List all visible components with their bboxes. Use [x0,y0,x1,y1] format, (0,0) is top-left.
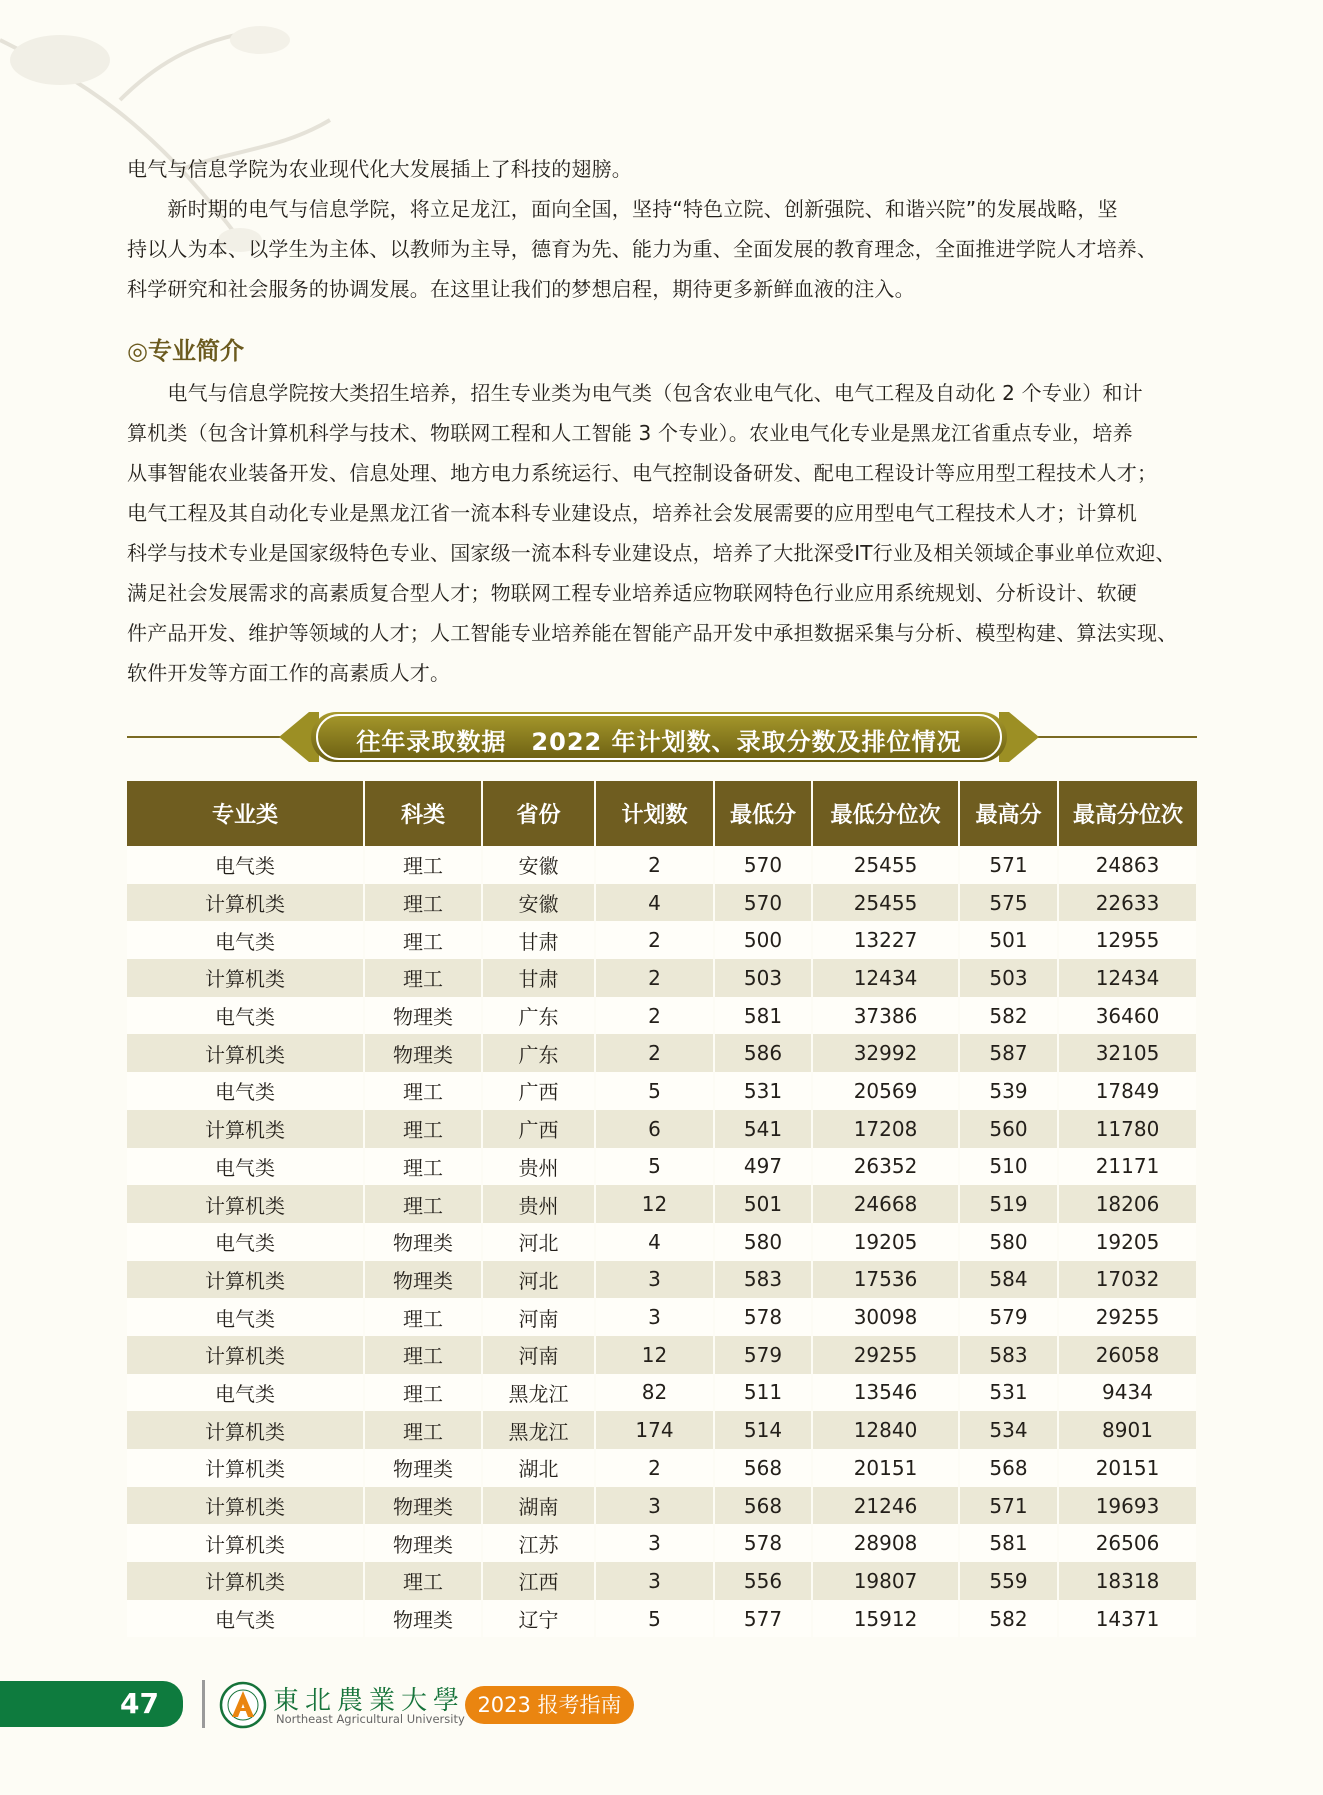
table-cell: 503 [959,959,1058,997]
table-row [127,1148,1197,1186]
table-cell: 物理类 [364,1524,482,1562]
table-cell: 32105 [1058,1034,1197,1072]
table-cell: 理工 [364,921,482,959]
table-row [127,1298,1197,1336]
table-cell: 12434 [1058,959,1197,997]
table-cell: 计算机类 [127,1261,364,1299]
table-cell: 12 [595,1185,714,1223]
table-row [127,1110,1197,1148]
divider [127,736,287,738]
table-cell: 12434 [812,959,959,997]
table-cell: 577 [714,1600,812,1638]
text-line: 电气与信息学院为农业现代化大发展插上了科技的翅膀。 [127,157,632,181]
table-row [127,1034,1197,1072]
table-cell: 559 [959,1562,1058,1600]
table-cell: 广东 [482,1034,595,1072]
section-banner [127,712,1197,762]
table-cell: 计算机类 [127,1449,364,1487]
table-cell: 电气类 [127,921,364,959]
table-cell: 4 [595,1223,714,1261]
text-line: 电气与信息学院按大类招生培养，招生专业类为电气类（包含农业电气化、电气工程及自动化 2 个专业）和计 [127,381,1143,405]
table-cell: 582 [959,1600,1058,1638]
table-cell: 20569 [812,1072,959,1110]
section-heading: ◎专业简介 [127,337,244,365]
table-cell: 电气类 [127,1374,364,1412]
table-cell: 21171 [1058,1148,1197,1186]
table-cell: 17208 [812,1110,959,1148]
table-cell: 电气类 [127,1072,364,1110]
column-header: 专业类 [127,781,364,846]
column-header: 最高分位次 [1058,781,1197,846]
table-cell: 18206 [1058,1185,1197,1223]
table-cell: 19205 [812,1223,959,1261]
table-cell: 河南 [482,1298,595,1336]
table-cell: 物理类 [364,1487,482,1525]
table-cell: 电气类 [127,1600,364,1638]
table-cell: 电气类 [127,846,364,884]
table-cell: 583 [959,1336,1058,1374]
table-cell: 534 [959,1411,1058,1449]
table-cell: 计算机类 [127,1110,364,1148]
table-cell: 贵州 [482,1185,595,1223]
table-cell: 25455 [812,846,959,884]
table-cell: 河北 [482,1223,595,1261]
text-line: 电气工程及其自动化专业是黑龙江省一流本科专业建设点，培养社会发展需要的应用型电气工程技术人才；计算机 [127,501,1137,525]
table-cell: 理工 [364,1298,482,1336]
column-header: 省份 [482,781,595,846]
table-row [127,1562,1197,1600]
table-cell: 安徽 [482,884,595,922]
table-cell: 26058 [1058,1336,1197,1374]
table-cell: 82 [595,1374,714,1412]
table-cell: 计算机类 [127,1185,364,1223]
table-row [127,1411,1197,1449]
table-cell: 甘肃 [482,959,595,997]
table-row [127,884,1197,922]
table-cell: 3 [595,1487,714,1525]
table-cell: 理工 [364,1336,482,1374]
table-cell: 计算机类 [127,1411,364,1449]
guide-label: 2023 报考指南 [465,1686,634,1724]
table-cell: 12840 [812,1411,959,1449]
column-header: 计划数 [595,781,714,846]
table-cell: 计算机类 [127,884,364,922]
university-name-en: Northeast Agricultural University [276,1712,465,1726]
table-cell: 29255 [812,1336,959,1374]
table-cell: 2 [595,1449,714,1487]
table-cell: 电气类 [127,1298,364,1336]
table-cell: 575 [959,884,1058,922]
table-row [127,1336,1197,1374]
table-row [127,1449,1197,1487]
table-cell: 20151 [812,1449,959,1487]
table-cell: 174 [595,1411,714,1449]
table-cell: 3 [595,1261,714,1299]
table-cell: 556 [714,1562,812,1600]
table-cell: 570 [714,846,812,884]
table-cell: 501 [714,1185,812,1223]
column-header: 最低分位次 [812,781,959,846]
university-name-cn: 東北農業大學 [273,1686,466,1716]
text-line: 件产品开发、维护等领域的人才；人工智能专业培养能在智能产品开发中承担数据采集与分析、模型构建、算法实现、 [127,621,1178,645]
table-cell: 理工 [364,1072,482,1110]
table-cell: 511 [714,1374,812,1412]
table-cell: 17032 [1058,1261,1197,1299]
text-line: 软件开发等方面工作的高素质人才。 [127,661,451,685]
table-cell: 4 [595,884,714,922]
table-cell: 计算机类 [127,1034,364,1072]
admission-data-table [127,781,1198,1637]
table-cell: 586 [714,1034,812,1072]
table-cell: 电气类 [127,1223,364,1261]
table-cell: 理工 [364,1374,482,1412]
page-number: 47 [0,1681,183,1727]
table-cell: 571 [959,846,1058,884]
table-cell: 物理类 [364,1261,482,1299]
table-cell: 568 [714,1449,812,1487]
table-cell: 14371 [1058,1600,1197,1638]
table-cell: 广西 [482,1110,595,1148]
table-header-row [127,781,1197,846]
table-cell: 578 [714,1298,812,1336]
table-cell: 江苏 [482,1524,595,1562]
table-cell: 510 [959,1148,1058,1186]
table-cell: 3 [595,1298,714,1336]
table-cell: 580 [714,1223,812,1261]
table-cell: 物理类 [364,1034,482,1072]
table-cell: 580 [959,1223,1058,1261]
table-cell: 19693 [1058,1487,1197,1525]
table-cell: 30098 [812,1298,959,1336]
table-cell: 理工 [364,959,482,997]
table-cell: 29255 [1058,1298,1197,1336]
table-cell: 13546 [812,1374,959,1412]
table-cell: 2 [595,846,714,884]
table-cell: 579 [714,1336,812,1374]
table-cell: 贵州 [482,1148,595,1186]
table-cell: 湖南 [482,1487,595,1525]
column-header: 最高分 [959,781,1058,846]
table-cell: 17536 [812,1261,959,1299]
table-cell: 497 [714,1148,812,1186]
table-cell: 531 [959,1374,1058,1412]
table-row [127,959,1197,997]
table-cell: 584 [959,1261,1058,1299]
column-header: 最低分 [714,781,812,846]
table-cell: 电气类 [127,997,364,1035]
table-row [127,1185,1197,1223]
table-cell: 5 [595,1600,714,1638]
table-row [127,921,1197,959]
table-cell: 湖北 [482,1449,595,1487]
table-cell: 计算机类 [127,1487,364,1525]
table-cell: 12955 [1058,921,1197,959]
table-cell: 物理类 [364,1600,482,1638]
text-line: 科学研究和社会服务的协调发展。在这里让我们的梦想启程，期待更多新鲜血液的注入。 [127,277,915,301]
table-cell: 501 [959,921,1058,959]
table-cell: 辽宁 [482,1600,595,1638]
table-cell: 37386 [812,997,959,1035]
table-cell: 582 [959,997,1058,1035]
table-cell: 26352 [812,1148,959,1186]
table-cell: 560 [959,1110,1058,1148]
text-line: 算机类（包含计算机科学与技术、物联网工程和人工智能 3 个专业）。农业电气化专业是黑龙江省重点专业，培养 [127,421,1133,445]
table-cell: 18318 [1058,1562,1197,1600]
table-cell: 广东 [482,997,595,1035]
table-cell: 黑龙江 [482,1374,595,1412]
table-cell: 物理类 [364,1223,482,1261]
table-cell: 541 [714,1110,812,1148]
table-cell: 9434 [1058,1374,1197,1412]
table-cell: 583 [714,1261,812,1299]
table-row [127,1072,1197,1110]
text-line: 新时期的电气与信息学院，将立足龙江，面向全国，坚持“特色立院、创新强院、和谐兴院”的发展战略，坚 [127,197,1118,221]
table-cell: 579 [959,1298,1058,1336]
table-cell: 物理类 [364,1449,482,1487]
table-cell: 32992 [812,1034,959,1072]
table-row [127,1223,1197,1261]
table-cell: 571 [959,1487,1058,1525]
table-row [127,1261,1197,1299]
table-cell: 电气类 [127,1148,364,1186]
table-cell: 3 [595,1524,714,1562]
text-line: 满足社会发展需求的高素质复合型人才；物联网工程专业培养适应物联网特色行业应用系统规划、分析设计、软硬 [127,581,1137,605]
table-cell: 计算机类 [127,1562,364,1600]
table-cell: 理工 [364,1411,482,1449]
table-cell: 25455 [812,884,959,922]
table-cell: 581 [959,1524,1058,1562]
divider [1037,736,1197,738]
table-row [127,997,1197,1035]
table-cell: 20151 [1058,1449,1197,1487]
table-cell: 587 [959,1034,1058,1072]
table-cell: 理工 [364,1185,482,1223]
text-line: 从事智能农业装备开发、信息处理、地方电力系统运行、电气控制设备研发、配电工程设计等应用型工程技术人才； [127,461,1158,485]
table-cell: 2 [595,997,714,1035]
divider [202,1680,205,1728]
table-cell: 2 [595,959,714,997]
table-cell: 12 [595,1336,714,1374]
table-row [127,1487,1197,1525]
table-cell: 河南 [482,1336,595,1374]
table-cell: 503 [714,959,812,997]
table-cell: 2 [595,921,714,959]
table-cell: 8901 [1058,1411,1197,1449]
banner-title: 往年录取数据 2022 年计划数、录取分数及排位情况 [356,728,962,756]
table-cell: 531 [714,1072,812,1110]
table-cell: 安徽 [482,846,595,884]
table-row [127,1600,1197,1638]
table-cell: 江西 [482,1562,595,1600]
table-cell: 570 [714,884,812,922]
table-cell: 36460 [1058,997,1197,1035]
table-cell: 计算机类 [127,1336,364,1374]
table-cell: 581 [714,997,812,1035]
table-cell: 2 [595,1034,714,1072]
table-cell: 28908 [812,1524,959,1562]
table-cell: 24863 [1058,846,1197,884]
table-cell: 519 [959,1185,1058,1223]
table-cell: 19205 [1058,1223,1197,1261]
table-cell: 5 [595,1072,714,1110]
table-cell: 26506 [1058,1524,1197,1562]
text-line: 科学与技术专业是国家级特色专业、国家级一流本科专业建设点，培养了大批深受IT行业及相关领域企事业单位欢迎、 [127,541,1176,565]
table-cell: 理工 [364,846,482,884]
table-cell: 19807 [812,1562,959,1600]
table-cell: 22633 [1058,884,1197,922]
table-cell: 理工 [364,1148,482,1186]
table-cell: 5 [595,1148,714,1186]
table-cell: 3 [595,1562,714,1600]
table-cell: 广西 [482,1072,595,1110]
table-cell: 13227 [812,921,959,959]
table-cell: 理工 [364,1562,482,1600]
table-cell: 500 [714,921,812,959]
table-cell: 17849 [1058,1072,1197,1110]
table-cell: 6 [595,1110,714,1148]
table-cell: 578 [714,1524,812,1562]
university-logo-icon [219,1681,267,1729]
table-cell: 物理类 [364,997,482,1035]
table-cell: 计算机类 [127,1524,364,1562]
table-cell: 539 [959,1072,1058,1110]
table-cell: 568 [959,1449,1058,1487]
table-cell: 514 [714,1411,812,1449]
table-row [127,1524,1197,1562]
column-header: 科类 [364,781,482,846]
table-cell: 计算机类 [127,959,364,997]
table-cell: 理工 [364,884,482,922]
table-cell: 24668 [812,1185,959,1223]
table-cell: 黑龙江 [482,1411,595,1449]
table-cell: 理工 [364,1110,482,1148]
text-line: 持以人为本、以学生为主体、以教师为主导，德育为先、能力为重、全面发展的教育理念，全面推进学院人才培养、 [127,237,1158,261]
table-cell: 21246 [812,1487,959,1525]
table-row [127,846,1197,884]
table-row [127,1374,1197,1412]
table-cell: 甘肃 [482,921,595,959]
table-cell: 11780 [1058,1110,1197,1148]
table-cell: 河北 [482,1261,595,1299]
table-cell: 15912 [812,1600,959,1638]
table-cell: 568 [714,1487,812,1525]
